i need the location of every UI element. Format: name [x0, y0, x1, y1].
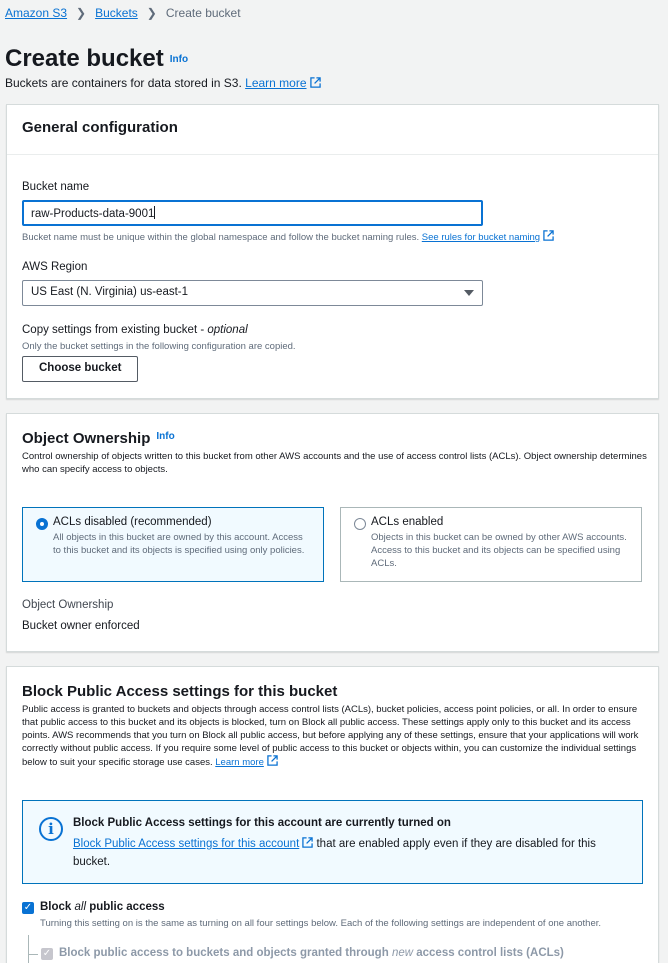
region-value: US East (N. Virginia) us-east-1: [31, 286, 189, 298]
acls-disabled-option[interactable]: [22, 507, 324, 582]
general-configuration-panel: [6, 104, 659, 399]
learn-more-link[interactable]: Learn more: [245, 76, 307, 90]
bpa-description: [22, 703, 647, 769]
breadcrumb-amazon-s3[interactable]: Amazon S3: [5, 6, 68, 20]
ownership-field-label: Object Ownership: [22, 599, 114, 611]
option-description: All objects in this bucket are owned by this account. Access to this bucket and its objects is specified using only policies.: [53, 532, 305, 556]
panel-heading: General configuration: [7, 105, 658, 155]
block-all-checkbox[interactable]: ✓: [23, 902, 33, 913]
ownership-heading: Object Ownership: [22, 430, 151, 447]
bucket-name-label: Bucket name: [22, 181, 90, 193]
copy-settings-hint: Only the bucket settings in the following configuration are copied.: [22, 341, 296, 352]
radio-selected[interactable]: [36, 518, 48, 530]
option-title: ACLs enabled: [371, 516, 444, 528]
copy-settings-text: Copy settings from existing bucket -: [22, 324, 208, 336]
info-link[interactable]: Info: [169, 54, 189, 65]
info-link[interactable]: Info: [156, 431, 175, 442]
ownership-description: Control ownership of objects written to this bucket from other AWS accounts and the use of access control lists (ACLs). Object ownership determines who can specify access to objects.: [22, 451, 647, 475]
bucket-name-hint-text: Bucket name must be unique within the global namespace and follow the bucket naming rules.: [22, 232, 420, 243]
chevron-right-icon: ❯: [146, 6, 157, 20]
block-public-access-panel: [6, 666, 659, 963]
external-link-icon: [310, 77, 321, 88]
tree-branch: [28, 954, 38, 955]
sub1-suffix: access control lists (ACLs): [413, 947, 564, 959]
alert-body-text: that are enabled apply even if they are disabled for this bucket.: [73, 838, 596, 868]
breadcrumb-current: Create bucket: [165, 6, 241, 20]
block-new-acls-checkbox[interactable]: ✓: [42, 948, 52, 959]
chevron-right-icon: ❯: [76, 6, 87, 20]
block-new-acls-label: [59, 947, 564, 959]
panel-heading: [22, 430, 175, 447]
radio-unselected[interactable]: [354, 518, 366, 530]
optional-tag: optional: [207, 324, 248, 336]
sub1-em: new: [391, 947, 414, 959]
external-link-icon: [302, 837, 313, 848]
block-all-suffix: public access: [86, 901, 165, 913]
ownership-field-value: Bucket owner enforced: [22, 620, 140, 632]
account-bpa-settings-link[interactable]: Block Public Access settings for this account: [73, 838, 300, 850]
copy-settings-label: [22, 324, 248, 336]
page-subtitle: [5, 76, 321, 90]
block-all-hint: Turning this setting on is the same as turning on all four settings below. Each of the following settings are independent of one another.: [40, 918, 602, 929]
info-alert: [22, 800, 643, 884]
info-circle-icon: i: [39, 817, 63, 841]
option-title: ACLs disabled (recommended): [53, 516, 212, 528]
subtitle-text: Buckets are containers for data stored in S3.: [5, 76, 242, 90]
bpa-heading: Block Public Access settings for this bucket: [22, 683, 338, 700]
caret-down-icon: [464, 290, 474, 296]
acls-enabled-option[interactable]: [340, 507, 642, 582]
bucket-name-hint: [22, 230, 554, 244]
region-label: AWS Region: [22, 261, 88, 273]
external-link-icon: [267, 755, 278, 766]
tree-line: [28, 935, 29, 963]
bpa-description-text: Public access is granted to buckets and objects through access control lists (ACLs), bucket policies, access point policies, or all. In order to ensure that public access to this bucket and its objects is blocked, turn on Block all public access. These settings apply only to this bucket and its access points. AWS recommends that you turn on Block all public access, but before applying any of these settings, ensure that your applications will work correctly without public access. If you require some level of public access to this bucket or objects within, you can customize the individual settings below to suit your specific storage use cases.: [22, 704, 639, 768]
text-caret: [154, 206, 155, 219]
region-select[interactable]: [22, 280, 483, 306]
object-ownership-panel: [6, 413, 659, 652]
breadcrumb: [5, 6, 241, 20]
block-all-em: all: [74, 901, 87, 913]
bucket-name-input[interactable]: [22, 200, 483, 226]
alert-body: [73, 835, 633, 871]
learn-more-link[interactable]: Learn more: [215, 757, 264, 768]
external-link-icon: [543, 230, 554, 241]
naming-rules-link[interactable]: See rules for bucket naming: [421, 232, 541, 243]
block-all-prefix: Block: [40, 901, 75, 913]
page-title: [5, 45, 188, 73]
page-title-text: Create bucket: [5, 45, 164, 72]
option-description: Objects in this bucket can be owned by other AWS accounts. Access to this bucket and its objects can be specified using ACLs.: [371, 532, 627, 569]
alert-title: Block Public Access settings for this account are currently turned on: [73, 817, 451, 829]
sub1-prefix: Block public access to buckets and objects granted through: [59, 947, 392, 959]
block-all-label: [40, 901, 165, 913]
choose-bucket-button[interactable]: Choose bucket: [22, 356, 138, 382]
bucket-name-value: raw-Products-data-9001: [31, 208, 155, 220]
breadcrumb-buckets[interactable]: Buckets: [95, 6, 138, 20]
